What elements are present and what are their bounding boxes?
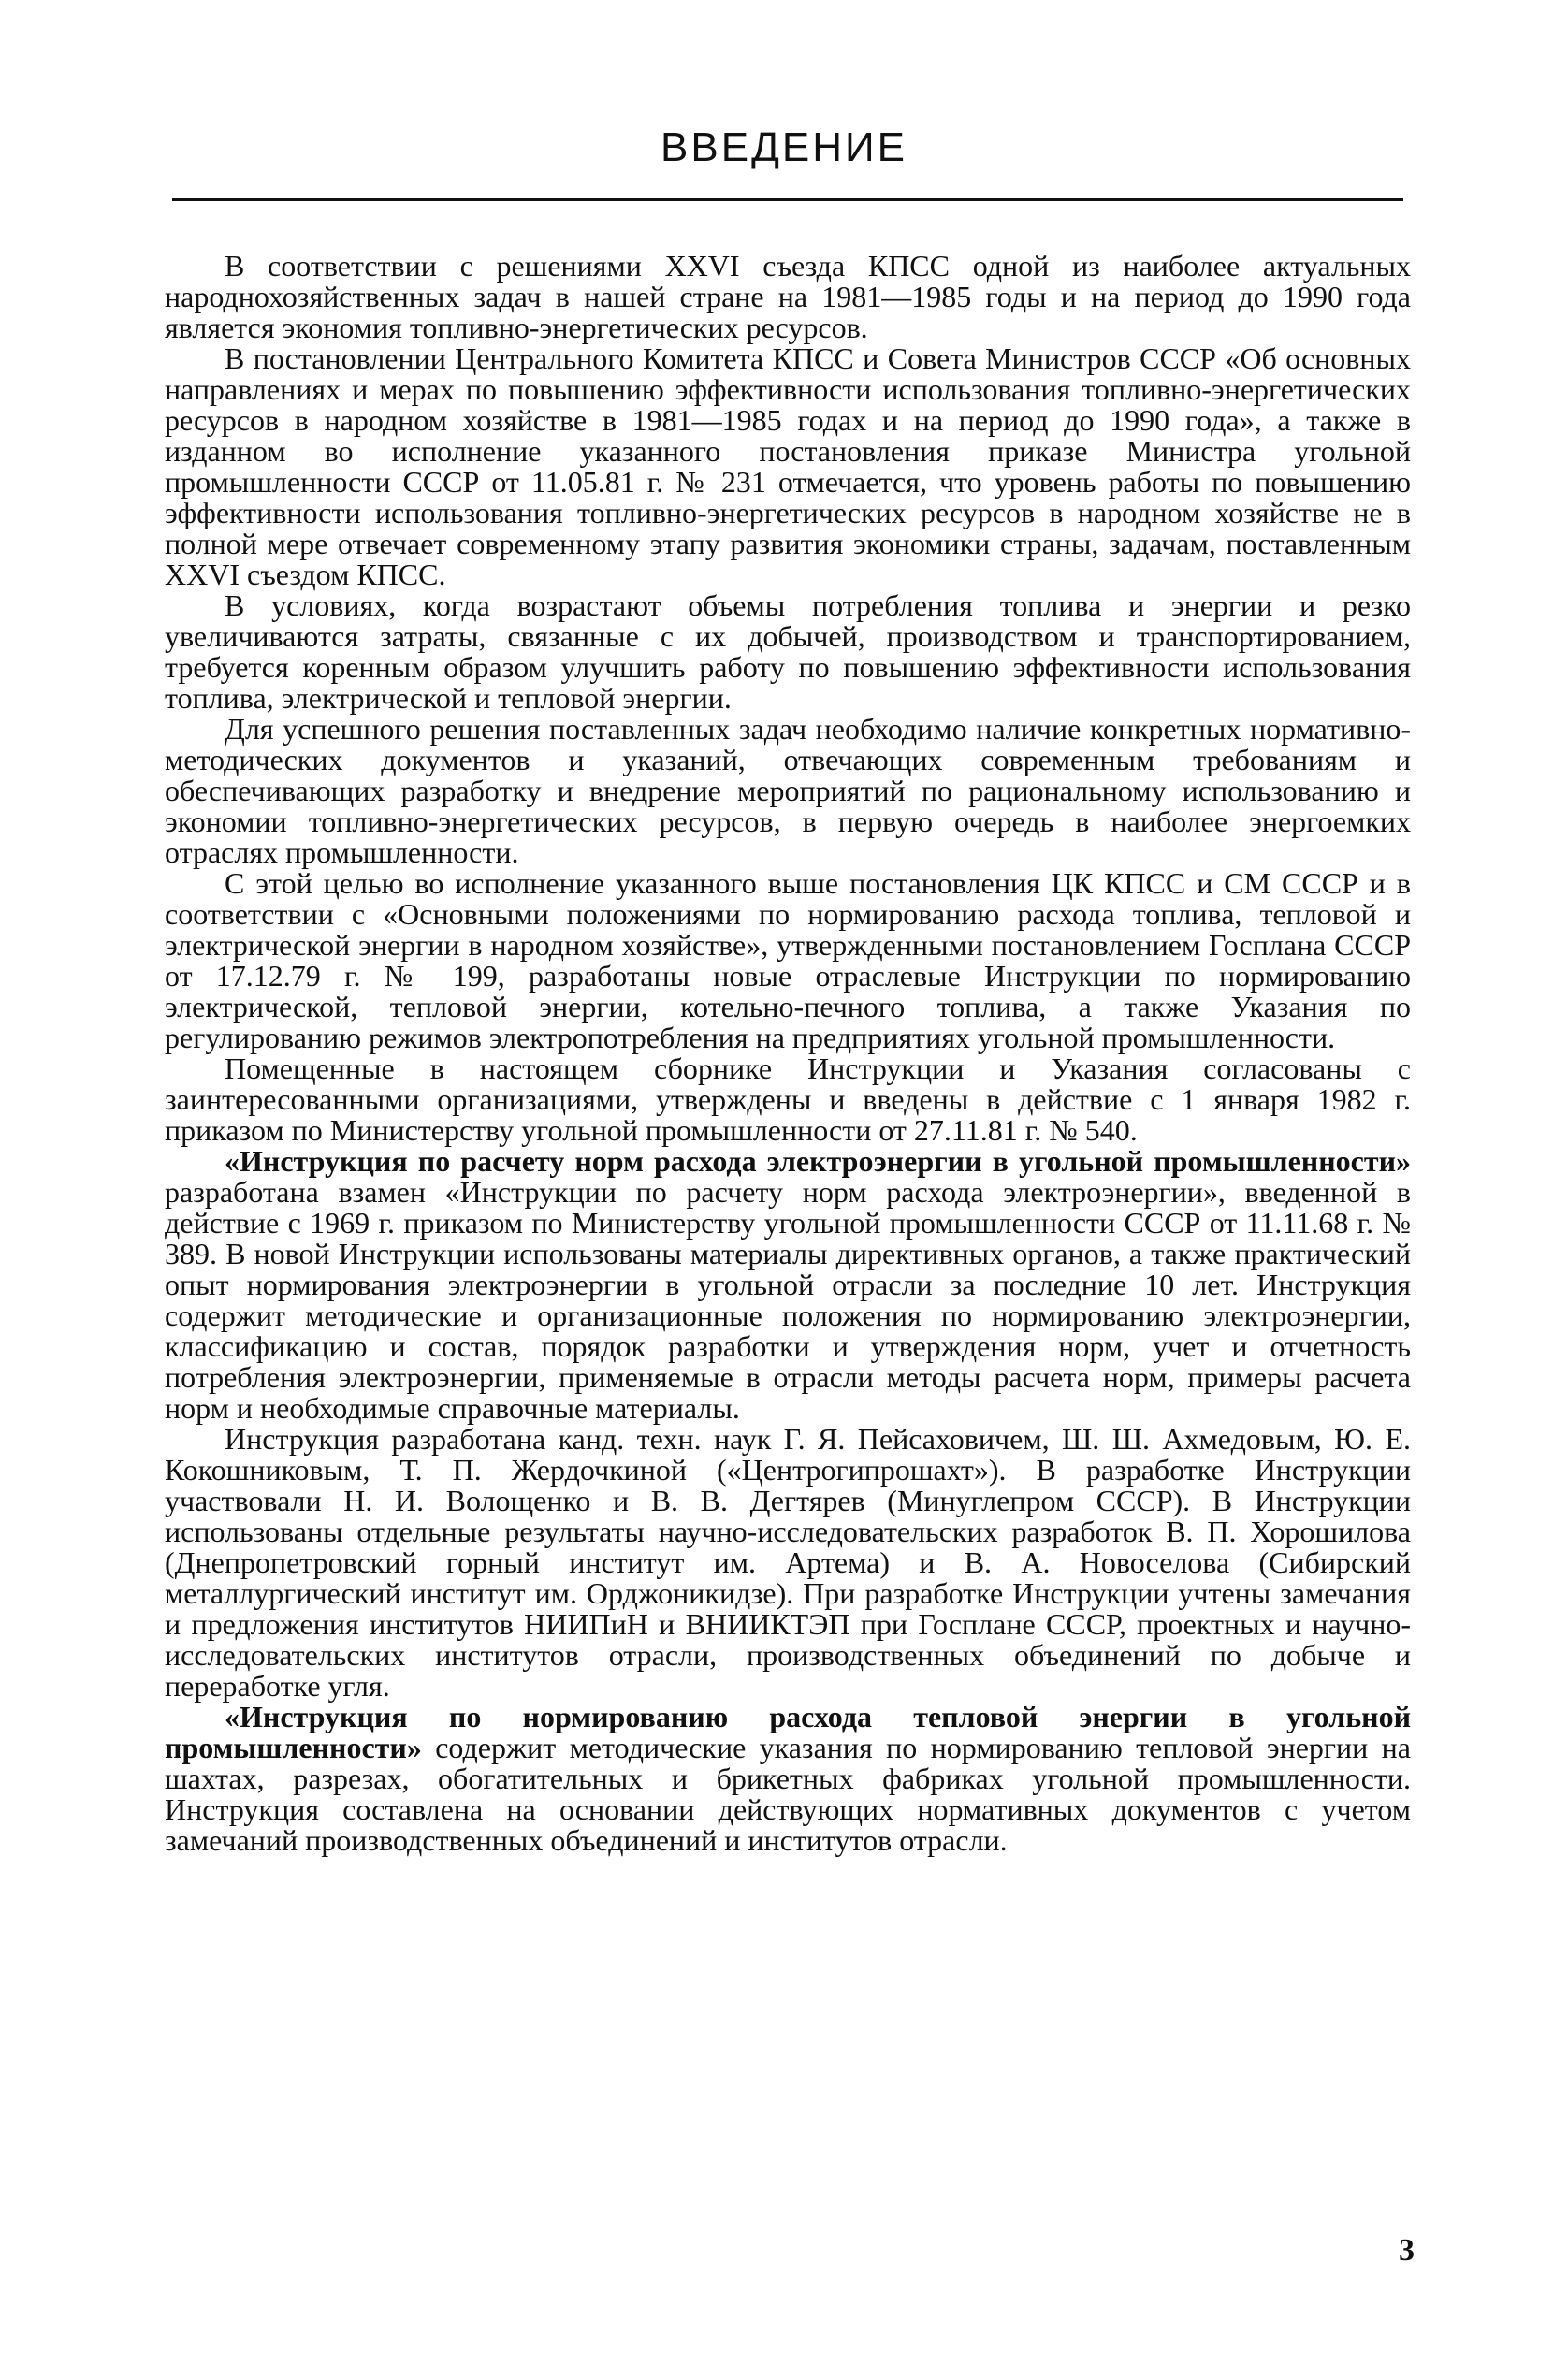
- paragraph-3: В условиях, когда возрастают объемы потребления топлива и энергии и резко увеличиваются затраты, связанные с их добычей, производством и транспортированием, требуется коренным образом улучшить работу по повышению эффективности использования топлива, электрической и тепловой энергии.: [165, 588, 1411, 715]
- title-divider: [172, 198, 1403, 201]
- paragraph-6: Помещенные в настоящем сборнике Инструкции и Указания согласованы с заинтересованными организациями, утверждены и введены в действие с 1 января 1982 г. приказом по Министерству угольной промышленности от 27.11.81 г. № 540.: [165, 1051, 1411, 1147]
- paragraph-5: С этой целью во исполнение указанного выше постановления ЦК КПСС и СМ СССР и в соответствии с «Основными положениями по нормированию расхода топлива, тепловой и электрической энергии в народном хозяйстве», утвержденными постановлением Госплана СССР от 17.12.79 г. № 199, разработаны новые отраслевые Инструкции по нормированию электрической, тепловой энергии, котельно-печного топлива, а также Указания по регулированию режимов электропотребления на предприятиях угольной промышленности.: [165, 866, 1411, 1054]
- page-number: 3: [1399, 2233, 1415, 2268]
- paragraph-2: В постановлении Центрального Комитета КПСС и Совета Министров СССР «Об основных направлениях и мерах по повышению эффективности использования топливно-энергетических ресурсов в народном хозяйстве в 1981—1985 годах и на период до 1990 года», а также в изданном во исполнение указанного постановления приказе Министра угольной промышленности СССР от 11.05.81 г. № 231 отмечается, что уровень работы по повышению эффективности использования топливно-энергетических ресурсов в народном хозяйстве не в полной мере отвечает современному этапу развития экономики страны, задачам, поставленным XXVI съездом КПСС.: [165, 341, 1411, 591]
- body-text: [165, 251, 1411, 1856]
- heat-instruction-title: «Инструкция по нормированию расхода тепловой энергии в угольной промышленности»: [165, 1700, 1411, 1764]
- electricity-instruction-title: «Инструкция по расчету норм расхода электроэнергии в угольной промышленности»: [225, 1144, 1411, 1178]
- paragraph-9: [165, 1702, 1411, 1856]
- paragraph-1: В соответствии с решениями XXVI съезда КПСС одной из наиболее актуальных народнохозяйственных задач в нашей стране на 1981—1985 годы и на период до 1990 года является экономия топливно-энергетических ресурсов.: [165, 249, 1411, 344]
- paragraph-8: Инструкция разработана канд. техн. наук Г. Я. Пейсаховичем, Ш. Ш. Ахмедовым, Ю. Е. Кокошниковым, Т. П. Жердочкиной («Центрогипрошахт»). В разработке Инструкции участвовали Н. И. Волощенко и В. В. Дегтярев (Минуглепром СССР). В Инструкции использованы отдельные результаты научно-исследовательских разработок В. П. Хорошилова (Днепропетровский горный институт им. Артема) и В. А. Новоселова (Сибирский металлургический институт им. Орджоникидзе). При разработке Инструкции учтены замечания и предложения институтов НИИПиН и ВНИИКТЭП при Госплане СССР, проектных и научно-исследовательских институтов отрасли, производственных объединений по добыче и переработке угля.: [165, 1422, 1411, 1703]
- paragraph-4: Для успешного решения поставленных задач необходимо наличие конкретных нормативно-методических документов и указаний, отвечающих современным требованиям и обеспечивающих разработку и внедрение мероприятий по рациональному использованию и экономии топливно-энергетических ресурсов, в первую очередь в наиболее энергоемких отраслях промышленности.: [165, 712, 1411, 869]
- paragraph-9-text: содержит методические указания по нормированию тепловой энергии на шахтах, разрезах, обогатительных и брикетных фабриках угольной промышленности. Инструкция составлена на основании действующих нормативных документов с учетом замечаний производственных объединений и институтов отрасли.: [165, 1731, 1411, 1857]
- page-title: ВВЕДЕНИЕ: [661, 124, 907, 170]
- paragraph-7: [165, 1146, 1411, 1424]
- paragraph-7-text: разработана взамен «Инструкции по расчету норм расхода электроэнергии», введенной в действие с 1969 г. приказом по Министерству угольной промышленности СССР от 11.11.68 г. № 389. В новой Инструкции использованы материалы директивных органов, а также практический опыт нормирования электроэнергии в угольной отрасли за последние 10 лет. Инструкция содержит методические и организационные положения по нормированию электроэнергии, классификацию и состав, порядок разработки и утверждения норм, учет и отчетность потребления электроэнергии, применяемые в отрасли методы расчета норм, примеры расчета норм и необходимые справочные материалы.: [165, 1175, 1411, 1425]
